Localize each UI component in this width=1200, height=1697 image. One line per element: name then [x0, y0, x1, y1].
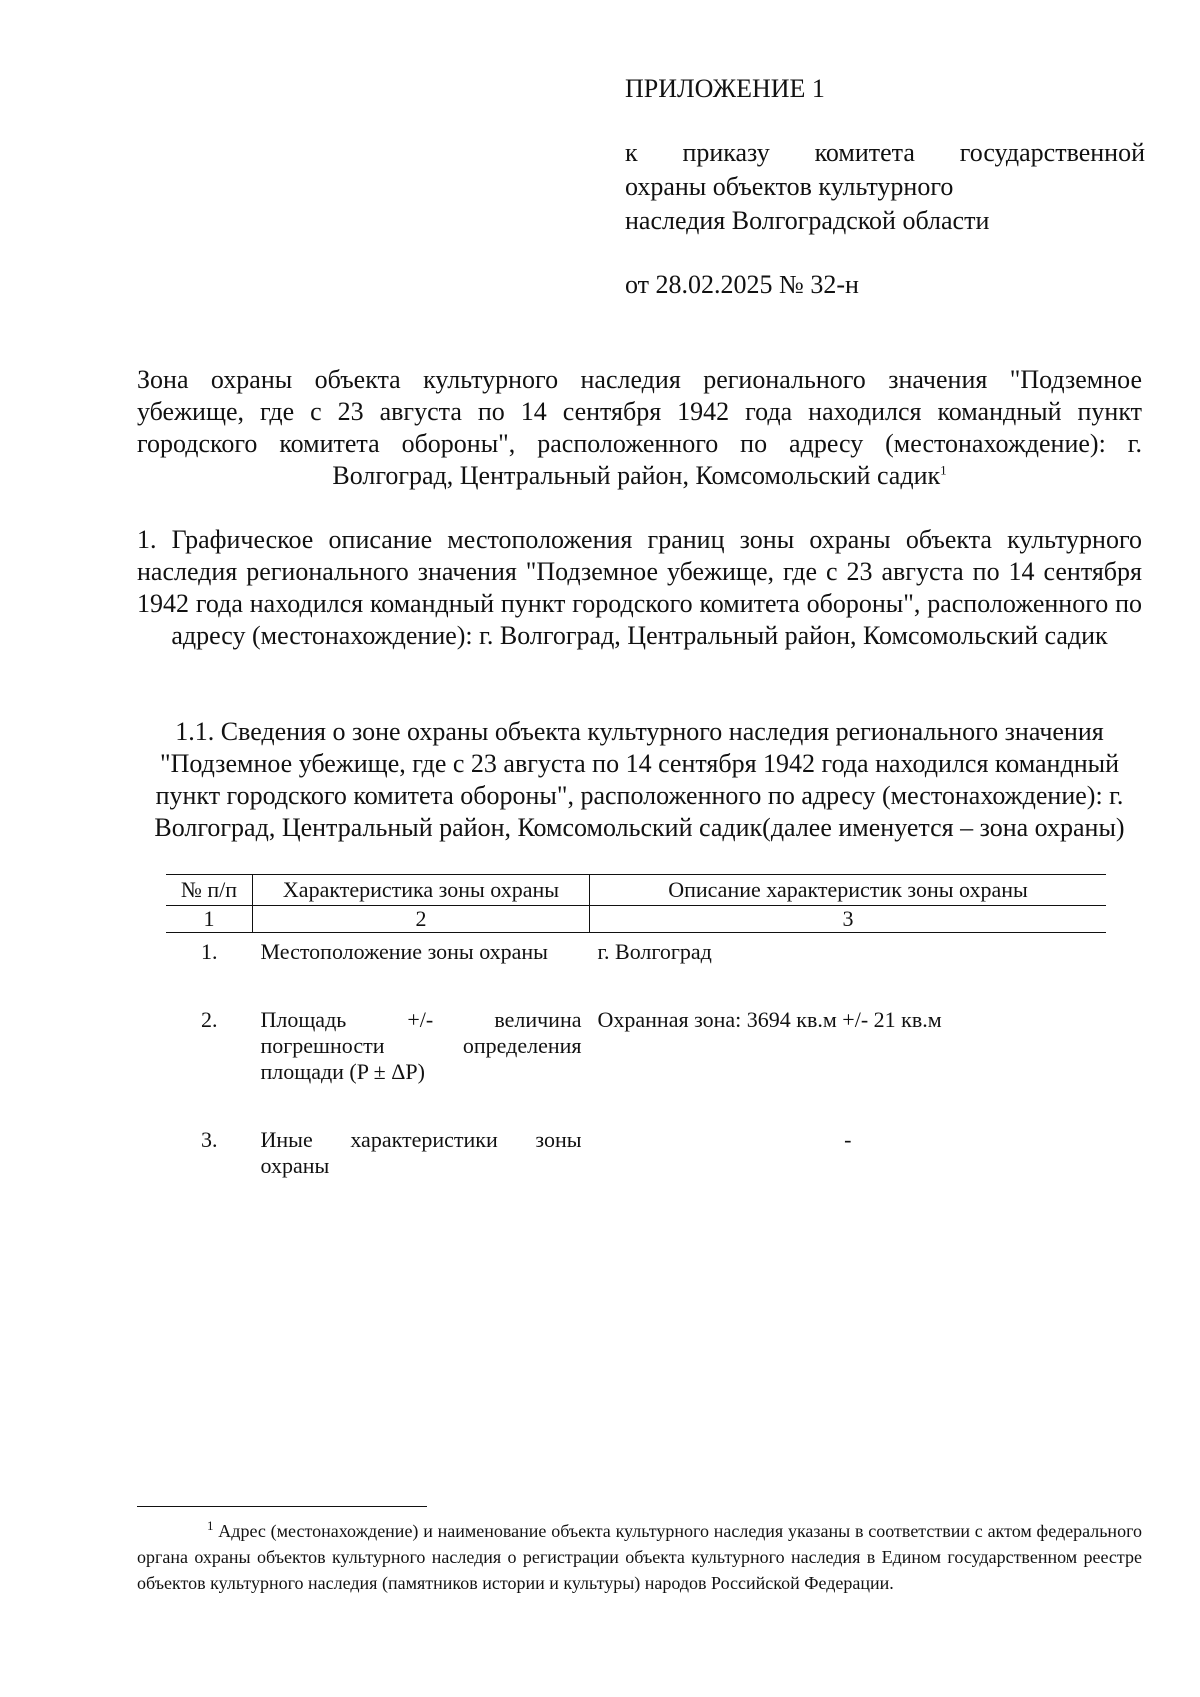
row-description: -: [844, 1127, 852, 1152]
row-characteristic: Местоположение зоны охраны: [260, 939, 548, 964]
zone-characteristics-table: [166, 874, 1106, 1179]
order-date-number: от 28.02.2025 № 32-н: [625, 270, 859, 299]
header-number: № п/п: [166, 875, 253, 906]
column-number-3: 3: [590, 906, 1107, 933]
column-number-2: 2: [253, 906, 590, 933]
order-reference-line-3: наследия Волгоградской области: [625, 206, 990, 235]
table-row: [166, 933, 1106, 966]
order-reference-line-2: охраны объектов культурного: [625, 172, 954, 201]
row-characteristic: Иные характеристики зоны охраны: [260, 1127, 582, 1178]
footnote-text: Адрес (местонахождение) и наименование объекта культурного наследия указаны в соответствии с актом федерального органа охраны объектов культурного наследия о регистрации объекта культурного наследия в Едином государственном реестре объектов культурного наследия (памятников истории и культуры) народов Российской Федерации.: [137, 1521, 1143, 1593]
footnote-divider: [137, 1506, 427, 1507]
row-number: 3.: [201, 1127, 218, 1152]
column-number-1: 1: [166, 906, 253, 933]
appendix-order-reference: [625, 136, 1145, 238]
order-reference-line-1: к приказу комитета государственной: [625, 138, 1145, 167]
row-spacer: [166, 965, 1106, 1001]
section-1-heading: 1. Графическое описание местоположения границ зоны охраны объекта культурного наследия регионального значения "Подземное убежище, где с 23 августа по 14 сентября 1942 года находился командный пункт городского комитета обороны", расположенного по адресу (местонахождение): г. Волгоград, Центральный район, Комсомольский садик: [137, 525, 1142, 650]
table-column-numbers-row: [166, 906, 1106, 933]
row-number: 2.: [201, 1007, 218, 1032]
appendix-title: ПРИЛОЖЕНИЕ 1: [625, 74, 825, 103]
row-number: 1.: [201, 939, 218, 964]
footnote: [137, 1518, 1142, 1596]
subsection-1-1-heading: 1.1. Сведения о зоне охраны объекта культурного наследия регионального значения "Подземное убежище, где с 23 августа по 14 сентября 1942 года находился командный пункт городского комитета обороны", расположенного по адресу (местонахождение): г. Волгоград, Центральный район, Комсомольский садик(далее именуется – зона охраны): [154, 717, 1125, 842]
table-row: [166, 1121, 1106, 1179]
appendix-header: [625, 72, 1145, 302]
footnote-mark: 1: [207, 1518, 214, 1533]
header-description: Описание характеристик зоны охраны: [590, 875, 1107, 906]
header-characteristic: Характеристика зоны охраны: [253, 875, 590, 906]
row-description: г. Волгоград: [597, 939, 712, 964]
table-row: [166, 1001, 1106, 1085]
table-header-row: [166, 875, 1106, 906]
row-spacer: [166, 1085, 1106, 1121]
document-title-text: Зона охраны объекта культурного наследия регионального значения "Подземное убежище, где с 23 августа по 14 сентября 1942 года находился командный пункт городского комитета обороны", расположенного по адресу (местонахождение): г. Волгоград, Центральный район, Комсомольский садик: [137, 365, 1142, 490]
row-characteristic: Площадь +/- величина погрешности определения площади (P ± ΔP): [260, 1007, 582, 1084]
footnote-reference: 1: [940, 462, 947, 478]
document-title: [137, 364, 1142, 492]
row-description: Охранная зона: 3694 кв.м +/- 21 кв.м: [597, 1007, 942, 1032]
